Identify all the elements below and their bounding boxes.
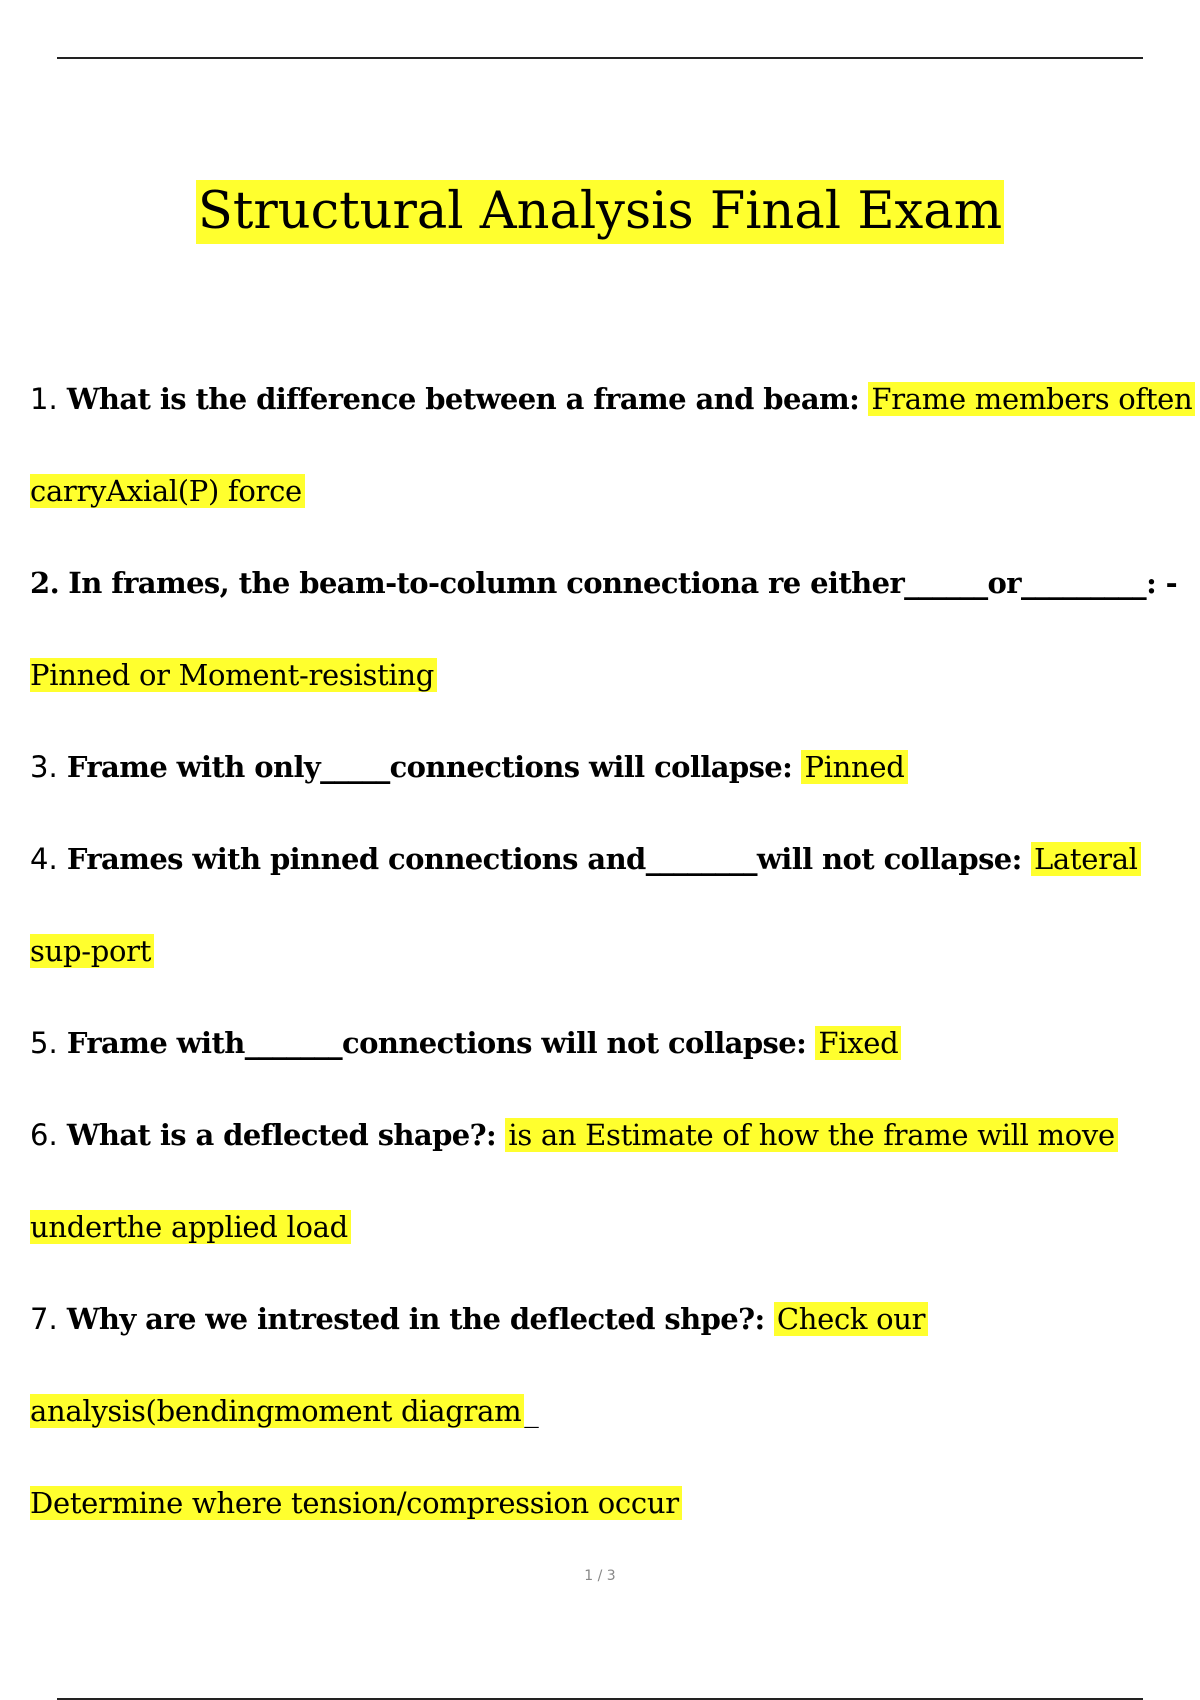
answer-text: analysis(bendingmoment diagram bbox=[30, 1394, 524, 1428]
answer-text: Pinned bbox=[801, 750, 907, 784]
answer-text: Check our bbox=[774, 1302, 928, 1336]
answer-1-continued bbox=[30, 471, 305, 511]
answer-text: underthe applied load bbox=[30, 1210, 351, 1244]
answer-7-continued bbox=[30, 1391, 539, 1431]
question-6 bbox=[30, 1115, 1118, 1155]
question-number: 6. bbox=[30, 1118, 58, 1152]
answer-text: carryAxial(P) force bbox=[30, 474, 305, 508]
question-text: Frame with_______connections will not collapse: bbox=[66, 1026, 807, 1060]
question-text: What is the difference between a frame and beam: bbox=[66, 382, 860, 416]
question-5 bbox=[30, 1023, 901, 1063]
question-number: 7. bbox=[30, 1302, 58, 1336]
page-indicator: 1 / 3 bbox=[584, 1568, 616, 1584]
answer-2 bbox=[30, 655, 437, 695]
document-title: Structural Analysis Final Exam bbox=[196, 180, 1004, 244]
question-1 bbox=[30, 379, 1195, 419]
top-rule bbox=[57, 57, 1143, 59]
question-text: What is a deflected shape?: bbox=[66, 1118, 497, 1152]
answer-7-continued-2 bbox=[30, 1483, 682, 1523]
question-text: Why are we intrested in the deflected shpe?: bbox=[66, 1302, 765, 1336]
title-container bbox=[0, 180, 1200, 244]
question-number: 2. bbox=[30, 566, 60, 600]
answer-4-continued bbox=[30, 931, 154, 971]
answer-text: Determine where tension/compression occur bbox=[30, 1486, 682, 1520]
question-number: 1. bbox=[30, 382, 58, 416]
question-text: Frames with pinned connections and________will not collapse: bbox=[66, 842, 1022, 876]
answer-text: Pinned or Moment-resisting bbox=[30, 658, 437, 692]
answer-text: Lateral bbox=[1031, 842, 1141, 876]
question-number: 4. bbox=[30, 842, 58, 876]
answer-6-continued bbox=[30, 1207, 351, 1247]
answer-text: Fixed bbox=[815, 1026, 901, 1060]
question-4 bbox=[30, 839, 1141, 879]
answer-trailing-mark: _ bbox=[524, 1394, 539, 1428]
answer-text: Frame members often bbox=[868, 382, 1195, 416]
answer-text: sup-port bbox=[30, 934, 154, 968]
answer-text: is an Estimate of how the frame will move bbox=[505, 1118, 1118, 1152]
question-2 bbox=[30, 563, 1177, 603]
question-text: Frame with only_____connections will collapse: bbox=[66, 750, 793, 784]
question-number: 3. bbox=[30, 750, 58, 784]
question-3 bbox=[30, 747, 908, 787]
question-number: 5. bbox=[30, 1026, 58, 1060]
question-text: In frames, the beam-to-column connectiona re either______or_________: - bbox=[68, 566, 1178, 600]
question-7 bbox=[30, 1299, 928, 1339]
